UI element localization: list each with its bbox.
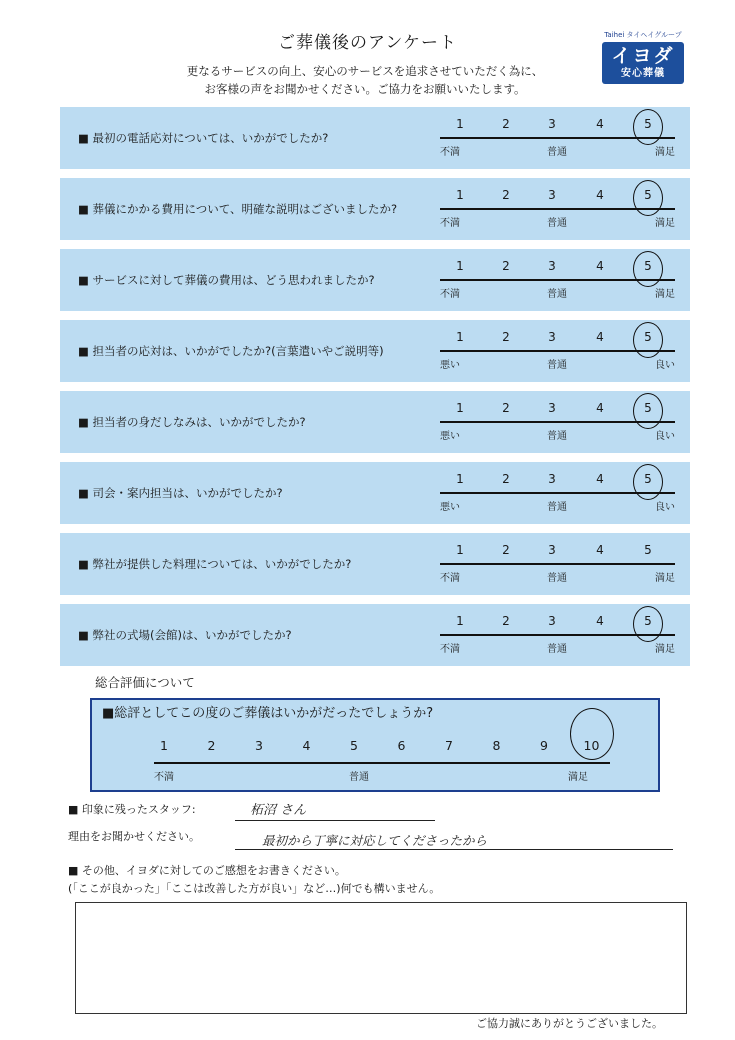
rating-option[interactable]: 5 [644, 401, 652, 415]
scale-mid-label: 普通 [547, 502, 567, 513]
rating-scale[interactable] [440, 113, 675, 163]
company-logo [602, 30, 684, 84]
scale-mid-label: 普通 [547, 644, 567, 655]
question-panel [60, 107, 690, 169]
scale-mid-label: 普通 [547, 360, 567, 371]
other-comments-section [68, 862, 440, 898]
scale-high-label: 満足 [655, 218, 675, 229]
reason-answer[interactable]: 最初から丁寧に対応してくださったから [262, 833, 488, 848]
selected-rating-circle [633, 180, 663, 216]
overall-rating-option[interactable]: 4 [302, 738, 311, 753]
rating-option[interactable]: 3 [548, 330, 556, 344]
thanks-text: ご協力誠にありがとうございました。 [476, 1017, 663, 1030]
question-panel [60, 320, 690, 382]
scale-line [440, 563, 675, 565]
rating-option[interactable]: 5 [644, 259, 652, 273]
overall-rating-option[interactable]: 2 [207, 738, 216, 753]
scale-mid-label: 普通 [547, 218, 567, 229]
rating-option[interactable]: 3 [548, 472, 556, 486]
scale-low-label: 不満 [440, 289, 460, 300]
rating-scale[interactable] [440, 184, 675, 234]
rating-option[interactable]: 4 [596, 117, 604, 131]
overall-mid-label: 普通 [349, 772, 369, 783]
selected-rating-circle [633, 464, 663, 500]
overall-rating-option[interactable]: 3 [255, 738, 263, 753]
question-text: ■ 担当者の応対は、いかがでしたか?(言葉遣いやご説明等) [78, 344, 384, 358]
rating-option[interactable]: 5 [644, 472, 652, 486]
question-text: ■ 担当者の身だしなみは、いかがでしたか? [78, 415, 306, 429]
overall-question-box [90, 698, 660, 792]
scale-high-label: 良い [655, 502, 675, 513]
rating-option[interactable]: 1 [456, 401, 464, 415]
other-comments-hint: (「ここが良かった」「ここは改善した方が良い」など…)何でも構いません。 [68, 882, 441, 895]
rating-option[interactable]: 1 [456, 472, 464, 486]
rating-scale[interactable] [440, 397, 675, 447]
rating-option[interactable]: 2 [502, 543, 510, 557]
question-text: ■ 葬儀にかかる費用について、明確な説明はございましたか? [78, 202, 398, 216]
scale-mid-label: 普通 [547, 147, 567, 158]
group-name: Taihei タイヘイグループ [604, 31, 682, 39]
scale-high-label: 満足 [655, 644, 675, 655]
rating-option[interactable]: 1 [456, 259, 464, 273]
question-text: ■ 弊社の式場(会館)は、いかがでしたか? [78, 628, 292, 642]
question-text: ■ 最初の電話応対については、いかがでしたか? [78, 131, 329, 145]
question-panel [60, 178, 690, 240]
selected-rating-circle [633, 109, 663, 145]
scale-low-label: 不満 [440, 644, 460, 655]
overall-selected-circle [570, 708, 614, 760]
rating-scale[interactable] [440, 468, 675, 518]
other-comments-label: ■ その他、イヨダに対してのご感想をお書きください。 [68, 864, 346, 877]
question-text: ■ 弊社が提供した料理については、いかがでしたか? [78, 557, 352, 571]
comments-textarea[interactable] [75, 902, 687, 1014]
scale-mid-label: 普通 [547, 289, 567, 300]
overall-rating-option[interactable]: 6 [397, 738, 406, 753]
scale-low-label: 不満 [440, 147, 460, 158]
overall-rating-option[interactable]: 9 [540, 738, 548, 753]
rating-option[interactable]: 3 [548, 259, 556, 273]
rating-option[interactable]: 1 [456, 330, 464, 344]
question-panel [60, 249, 690, 311]
logo-main-text: イヨダ [611, 45, 675, 67]
rating-option[interactable]: 1 [456, 543, 464, 557]
rating-option[interactable]: 5 [644, 330, 652, 344]
rating-option[interactable]: 4 [596, 188, 604, 202]
scale-mid-label: 普通 [547, 573, 567, 584]
scale-low-label: 不満 [440, 218, 460, 229]
rating-option[interactable]: 4 [596, 614, 604, 628]
overall-low-label: 不満 [154, 772, 174, 783]
selected-rating-circle [633, 251, 663, 287]
rating-option[interactable]: 2 [502, 188, 510, 202]
scale-low-label: 悪い [440, 431, 460, 442]
overall-rating-option[interactable]: 10 [583, 738, 600, 753]
logo-sub-text: 安心葬儀 [621, 68, 665, 79]
rating-option[interactable]: 3 [548, 543, 556, 557]
rating-option[interactable]: 2 [502, 259, 510, 273]
rating-option[interactable]: 3 [548, 188, 556, 202]
scale-high-label: 満足 [655, 573, 675, 584]
question-panel [60, 462, 690, 524]
question-panel [60, 391, 690, 453]
page-title: ご葬儀後のアンケート [278, 33, 457, 53]
overall-section-title: 総合評価について [95, 675, 195, 690]
scale-low-label: 不満 [440, 573, 460, 584]
rating-option[interactable]: 3 [548, 614, 556, 628]
overall-high-label: 満足 [568, 772, 588, 783]
overall-rating-scale[interactable] [154, 734, 610, 786]
overall-rating-option[interactable]: 5 [350, 738, 358, 753]
question-text: ■ 司会・案内担当は、いかがでしたか? [78, 486, 283, 500]
overall-rating-option[interactable]: 1 [160, 738, 168, 753]
scale-high-label: 満足 [655, 289, 675, 300]
rating-option[interactable]: 4 [596, 472, 604, 486]
rating-option[interactable]: 1 [456, 188, 464, 202]
scale-line [154, 762, 610, 764]
staff-answer[interactable]: 柘沼 さん [250, 803, 307, 818]
selected-rating-circle [633, 606, 663, 642]
rating-option[interactable]: 2 [502, 117, 510, 131]
reason-label: 理由をお聞かせください。 [68, 830, 200, 843]
overall-question-text: ■総評としてこの度のご葬儀はいかがだったでしょうか? [102, 706, 434, 721]
selected-rating-circle [633, 393, 663, 429]
question-panel [60, 604, 690, 666]
rating-option[interactable]: 2 [502, 330, 510, 344]
scale-high-label: 満足 [655, 147, 675, 158]
selected-rating-circle [633, 322, 663, 358]
rating-option[interactable]: 1 [456, 614, 464, 628]
rating-option[interactable]: 3 [548, 401, 556, 415]
rating-scale[interactable] [440, 610, 675, 660]
rating-option[interactable]: 4 [596, 401, 604, 415]
scale-mid-label: 普通 [547, 431, 567, 442]
question-panel [60, 533, 690, 595]
rating-option[interactable]: 4 [596, 543, 604, 557]
reason-answer-line [235, 849, 673, 850]
rating-option[interactable]: 2 [502, 472, 510, 486]
rating-option[interactable]: 5 [644, 543, 652, 557]
intro-line-2: お客様の声をお聞かせください。ご協力をお願いいたします。 [204, 82, 526, 96]
scale-low-label: 悪い [440, 502, 460, 513]
overall-rating-option[interactable]: 7 [445, 738, 453, 753]
rating-option[interactable]: 1 [456, 117, 464, 131]
scale-high-label: 良い [655, 360, 675, 371]
intro-text [150, 62, 580, 98]
scale-low-label: 悪い [440, 360, 460, 371]
rating-option[interactable]: 5 [644, 188, 652, 202]
rating-option[interactable]: 2 [502, 614, 510, 628]
rating-scale[interactable] [440, 255, 675, 305]
rating-scale[interactable] [440, 539, 675, 589]
rating-option[interactable]: 2 [502, 401, 510, 415]
rating-option[interactable]: 3 [548, 117, 556, 131]
rating-scale[interactable] [440, 326, 675, 376]
overall-rating-option[interactable]: 8 [492, 738, 501, 753]
rating-option[interactable]: 4 [596, 259, 604, 273]
rating-option[interactable]: 4 [596, 330, 604, 344]
staff-answer-line [235, 820, 435, 821]
scale-high-label: 良い [655, 431, 675, 442]
staff-label: ■ 印象に残ったスタッフ: [68, 803, 196, 816]
rating-option[interactable]: 5 [644, 614, 652, 628]
question-text: ■ サービスに対して葬儀の費用は、どう思われましたか? [78, 273, 375, 287]
rating-option[interactable]: 5 [644, 117, 652, 131]
intro-line-1: 更なるサービスの向上、安心のサービスを追求させていただく為に、 [186, 64, 544, 78]
logo-box [602, 42, 684, 84]
